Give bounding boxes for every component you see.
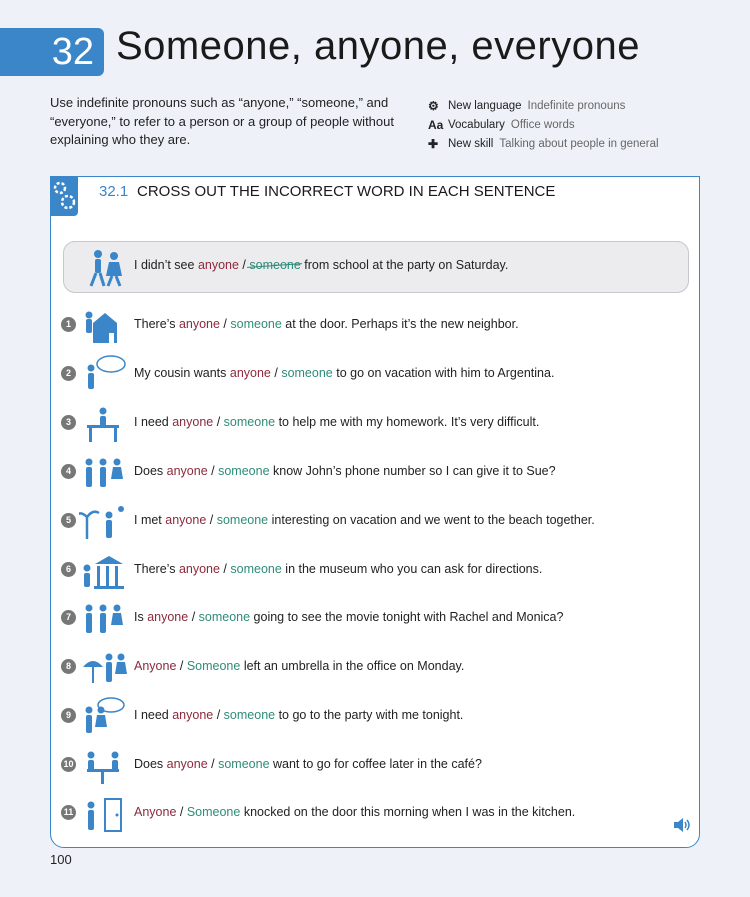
example-text (134, 258, 508, 272)
sentence-after: at the door. Perhaps it’s the new neighbor. (281, 317, 519, 331)
intro-text: Use indefinite pronouns such as “anyone,” “someone,” and “everyone,” to refer to a person or a group of people without explaining who they are. (50, 95, 394, 147)
word-option-someone[interactable]: someone (230, 562, 282, 576)
item-sentence (134, 317, 519, 331)
exercise-item (51, 452, 691, 492)
meta-label: New language (448, 99, 522, 112)
item-number: 9 (61, 708, 76, 723)
separator: / (188, 610, 199, 624)
sentence-before: Is (134, 610, 148, 624)
word-option-anyone[interactable]: Anyone (134, 805, 177, 819)
meta-label: Vocabulary (448, 118, 505, 131)
word-option-anyone[interactable]: anyone (147, 610, 189, 624)
item-number: 2 (61, 366, 76, 381)
word-option-anyone[interactable]: anyone (166, 757, 208, 771)
illustration-icon (79, 598, 129, 638)
exercise-item (51, 305, 691, 345)
exercise-item (51, 501, 691, 541)
separator: / (176, 659, 187, 673)
sentence-before: My cousin wants (134, 366, 230, 380)
unit-number: 32 (51, 31, 94, 73)
exercise-number: 32.1 (99, 183, 129, 200)
sentence-after: know John’s phone number so I can give it to Sue? (269, 464, 556, 478)
exercise-item (51, 647, 691, 687)
sentence-after: left an umbrella in the office on Monday. (240, 659, 465, 673)
illustration-icon (79, 501, 129, 541)
item-sentence (134, 610, 563, 624)
item-sentence (134, 513, 595, 527)
word-option-someone[interactable]: someone (281, 366, 333, 380)
meta-value: Indefinite pronouns (527, 99, 626, 112)
example-sentence (63, 241, 689, 293)
sentence-before: Does (134, 464, 167, 478)
sentence-before: I didn’t see (134, 258, 198, 272)
illustration-icon (79, 354, 129, 394)
sentence-after: from school at the party on Saturday. (300, 258, 509, 272)
crossed-out-word: someone (249, 258, 301, 272)
page-number: 100 (50, 852, 72, 867)
word-option-someone[interactable]: someone (223, 708, 276, 722)
illustration-icon (79, 647, 129, 687)
unit-number-badge (0, 28, 104, 76)
separator: / (176, 805, 187, 819)
word-option-anyone[interactable]: anyone (178, 317, 220, 331)
meta-value: Talking about people in general (499, 137, 659, 150)
item-number: 8 (61, 659, 76, 674)
word-option-anyone[interactable]: anyone (172, 708, 214, 722)
separator: / (206, 513, 217, 527)
separator: / (219, 317, 231, 331)
sentence-after: knocked on the door this morning when I was in the kitchen. (240, 805, 576, 819)
sentence-before: I need (134, 708, 173, 722)
item-number: 3 (61, 415, 76, 430)
word-option-anyone[interactable]: anyone (178, 562, 220, 576)
meta-new-skill (428, 134, 659, 153)
item-sentence (134, 757, 482, 771)
sentence-after: in the museum who you can ask for directions. (281, 562, 543, 576)
illustration-icon (79, 793, 129, 833)
puzzle-icon: ✚ (428, 136, 439, 151)
sentence-before: Does (134, 757, 167, 771)
sentence-before: I met (134, 513, 166, 527)
exercise-title: CROSS OUT THE INCORRECT WORD IN EACH SENTENCE (137, 183, 556, 200)
exercise-gears-icon (50, 176, 78, 216)
exercise-item (51, 745, 691, 785)
sentence-after: to help me with my homework. It’s very difficult. (275, 415, 540, 429)
word-option-anyone[interactable]: anyone (229, 366, 271, 380)
separator: / (213, 415, 224, 429)
illustration-icon (79, 745, 129, 785)
sentence-after: interesting on vacation and we went to the beach together. (268, 513, 595, 527)
item-sentence (134, 562, 542, 576)
illustration-icon (79, 550, 129, 590)
illustration-icon (79, 696, 129, 736)
exercise-item (51, 354, 691, 394)
exercise-item (51, 598, 691, 638)
exercise-item (51, 550, 691, 590)
illustration-icon (79, 452, 129, 492)
word-option-someone[interactable]: someone (198, 610, 251, 624)
exercise-card (50, 176, 700, 848)
sentence-after: to go on vacation with him to Argentina. (332, 366, 555, 380)
item-sentence (134, 708, 463, 722)
separator: / (213, 708, 224, 722)
illustration-icon (79, 305, 129, 345)
meta-new-language (428, 96, 659, 115)
item-sentence (134, 415, 539, 429)
meta-value: Office words (510, 118, 575, 131)
word-option-anyone[interactable]: Anyone (134, 659, 177, 673)
exercise-item (51, 793, 691, 833)
word-option-someone[interactable]: someone (216, 513, 269, 527)
sentence-before: There’s (134, 317, 179, 331)
separator: / (219, 562, 231, 576)
separator: / (238, 258, 250, 272)
word-option-someone[interactable]: Someone (186, 805, 241, 819)
sentence-after: want to go for coffee later in the café? (269, 757, 482, 771)
meta-label: New skill (448, 137, 494, 150)
word-option-anyone[interactable]: anyone (166, 464, 208, 478)
item-number: 11 (61, 805, 76, 820)
separator: / (270, 366, 282, 380)
word-option-anyone[interactable]: anyone (172, 415, 214, 429)
illustration-icon (79, 403, 129, 443)
sentence-before: I need (134, 415, 173, 429)
sentence-after: to go to the party with me tonight. (275, 708, 464, 722)
word-option-someone[interactable]: someone (218, 757, 270, 771)
separator: / (207, 757, 219, 771)
gears-icon: ⚙ (428, 98, 439, 113)
item-sentence (134, 464, 556, 478)
word-option-someone[interactable]: someone (218, 464, 270, 478)
word-option-anyone: anyone (197, 258, 239, 272)
item-number: 5 (61, 513, 76, 528)
item-sentence (134, 659, 464, 673)
word-option-someone[interactable]: Someone (186, 659, 241, 673)
item-sentence (134, 366, 554, 380)
dancing-people-icon (86, 246, 128, 290)
vocabulary-icon: Aa (428, 117, 444, 132)
audio-speaker-icon[interactable] (673, 818, 691, 837)
sentence-after: going to see the movie tonight with Rachel and Monica? (250, 610, 564, 624)
exercise-item (51, 403, 691, 443)
unit-meta (428, 96, 659, 153)
meta-vocabulary (428, 115, 659, 134)
item-number: 6 (61, 562, 76, 577)
item-sentence (134, 805, 575, 819)
item-number: 7 (61, 610, 76, 625)
item-number: 1 (61, 317, 76, 332)
word-option-anyone[interactable]: anyone (165, 513, 207, 527)
exercise-item (51, 696, 691, 736)
sentence-before: There’s (134, 562, 179, 576)
word-option-someone[interactable]: someone (230, 317, 282, 331)
separator: / (207, 464, 219, 478)
page-title: Someone, anyone, everyone (116, 24, 640, 68)
item-number: 10 (61, 757, 76, 772)
item-number: 4 (61, 464, 76, 479)
word-option-someone[interactable]: someone (223, 415, 276, 429)
